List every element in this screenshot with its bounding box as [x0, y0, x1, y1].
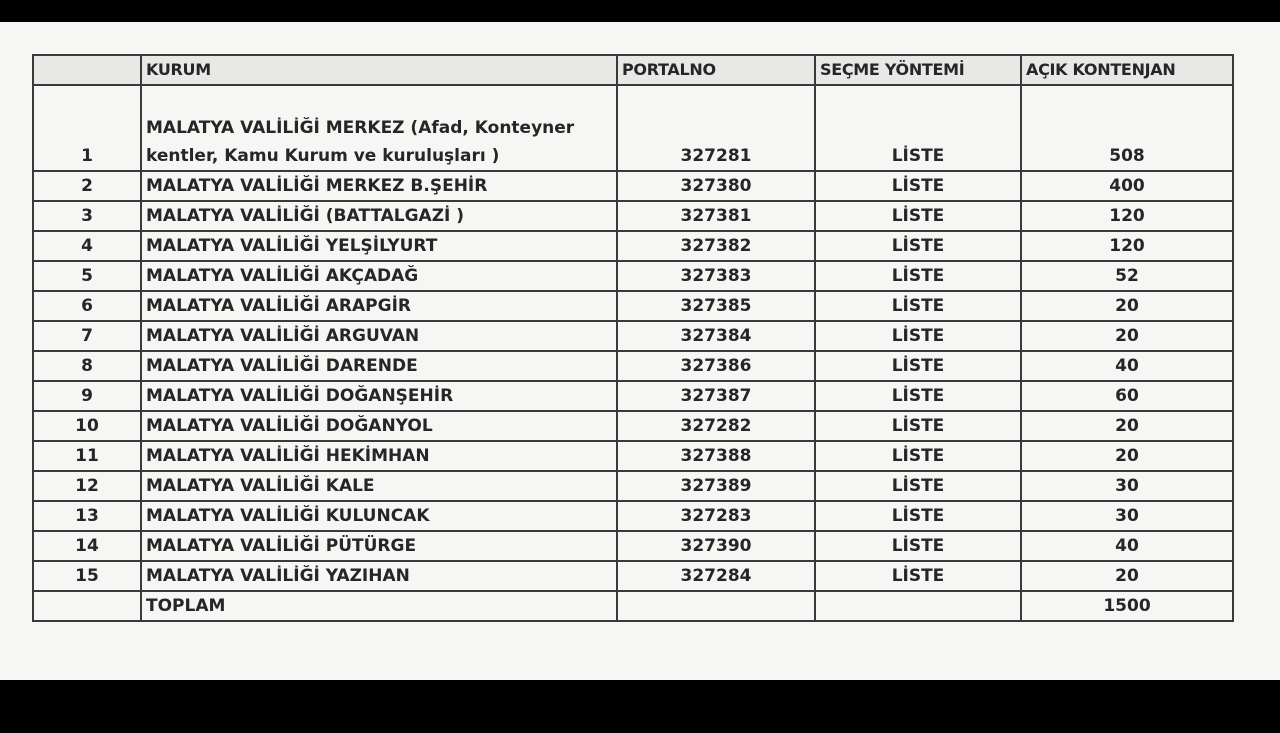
kontenjan-cell: 400 [1021, 171, 1233, 201]
table-row [33, 531, 1233, 561]
kontenjan-cell: 20 [1021, 291, 1233, 321]
total-label: TOPLAM [141, 591, 617, 621]
quota-table [32, 54, 1234, 622]
kurum-cell: MALATYA VALİLİĞİ MERKEZ B.ŞEHİR [141, 171, 617, 201]
portalno-cell: 327283 [617, 501, 815, 531]
secme-yontemi-cell: LİSTE [815, 85, 1021, 171]
kurum-cell: MALATYA VALİLİĞİ KALE [141, 471, 617, 501]
kontenjan-cell: 120 [1021, 231, 1233, 261]
kurum-cell: MALATYA VALİLİĞİ DARENDE [141, 351, 617, 381]
kurum-cell: MALATYA VALİLİĞİ PÜTÜRGE [141, 531, 617, 561]
secme-yontemi-cell: LİSTE [815, 261, 1021, 291]
portalno-cell: 327382 [617, 231, 815, 261]
secme-yontemi-cell: LİSTE [815, 171, 1021, 201]
kontenjan-cell: 40 [1021, 351, 1233, 381]
kurum-cell: MALATYA VALİLİĞİ AKÇADAĞ [141, 261, 617, 291]
kurum-cell: MALATYA VALİLİĞİ KULUNCAK [141, 501, 617, 531]
row-number: 2 [33, 171, 141, 201]
kurum-cell: MALATYA VALİLİĞİ DOĞANYOL [141, 411, 617, 441]
table-row [33, 171, 1233, 201]
secme-yontemi-cell: LİSTE [815, 231, 1021, 261]
table-row [33, 351, 1233, 381]
table-row [33, 441, 1233, 471]
kontenjan-cell: 40 [1021, 531, 1233, 561]
table-row [33, 471, 1233, 501]
total-quota: 1500 [1021, 591, 1233, 621]
portalno-cell: 327380 [617, 171, 815, 201]
portalno-cell: 327389 [617, 471, 815, 501]
kurum-cell: MALATYA VALİLİĞİ ARGUVAN [141, 321, 617, 351]
kurum-cell: MALATYA VALİLİĞİ MERKEZ (Afad, Konteyner kentler, Kamu Kurum ve kuruluşları ) [141, 85, 617, 171]
row-number: 13 [33, 501, 141, 531]
table-row [33, 291, 1233, 321]
portalno-cell: 327385 [617, 291, 815, 321]
row-number: 3 [33, 201, 141, 231]
header-kurum: KURUM [141, 55, 617, 85]
secme-yontemi-cell: LİSTE [815, 291, 1021, 321]
table-row [33, 201, 1233, 231]
kontenjan-cell: 20 [1021, 321, 1233, 351]
portalno-cell: 327387 [617, 381, 815, 411]
portalno-cell: 327384 [617, 321, 815, 351]
kontenjan-cell: 508 [1021, 85, 1233, 171]
header-portalno: PORTALNO [617, 55, 815, 85]
total-row [33, 591, 1233, 621]
row-number: 10 [33, 411, 141, 441]
portalno-cell: 327383 [617, 261, 815, 291]
secme-yontemi-cell: LİSTE [815, 531, 1021, 561]
table-row [33, 501, 1233, 531]
table-body [33, 85, 1233, 621]
kontenjan-cell: 30 [1021, 501, 1233, 531]
row-number: 1 [33, 85, 141, 171]
kontenjan-cell: 30 [1021, 471, 1233, 501]
total-empty-portal [617, 591, 815, 621]
portalno-cell: 327282 [617, 411, 815, 441]
secme-yontemi-cell: LİSTE [815, 411, 1021, 441]
total-empty-no [33, 591, 141, 621]
header-no [33, 55, 141, 85]
secme-yontemi-cell: LİSTE [815, 321, 1021, 351]
portalno-cell: 327281 [617, 85, 815, 171]
table-header-row [33, 55, 1233, 85]
kontenjan-cell: 20 [1021, 411, 1233, 441]
document-page [0, 22, 1280, 680]
portalno-cell: 327388 [617, 441, 815, 471]
row-number: 7 [33, 321, 141, 351]
kontenjan-cell: 20 [1021, 441, 1233, 471]
secme-yontemi-cell: LİSTE [815, 381, 1021, 411]
portalno-cell: 327381 [617, 201, 815, 231]
kurum-cell: MALATYA VALİLİĞİ YELŞİLYURT [141, 231, 617, 261]
kontenjan-cell: 120 [1021, 201, 1233, 231]
row-number: 12 [33, 471, 141, 501]
kontenjan-cell: 20 [1021, 561, 1233, 591]
kontenjan-cell: 60 [1021, 381, 1233, 411]
row-number: 8 [33, 351, 141, 381]
secme-yontemi-cell: LİSTE [815, 441, 1021, 471]
table-row [33, 85, 1233, 171]
portalno-cell: 327284 [617, 561, 815, 591]
table-row [33, 411, 1233, 441]
row-number: 14 [33, 531, 141, 561]
header-acik-kontenjan: AÇIK KONTENJAN [1021, 55, 1233, 85]
table-row [33, 381, 1233, 411]
table-row [33, 231, 1233, 261]
kurum-cell: MALATYA VALİLİĞİ (BATTALGAZİ ) [141, 201, 617, 231]
header-secme-yontemi: SEÇME YÖNTEMİ [815, 55, 1021, 85]
row-number: 6 [33, 291, 141, 321]
row-number: 5 [33, 261, 141, 291]
secme-yontemi-cell: LİSTE [815, 471, 1021, 501]
row-number: 4 [33, 231, 141, 261]
secme-yontemi-cell: LİSTE [815, 501, 1021, 531]
table-row [33, 561, 1233, 591]
table-row [33, 321, 1233, 351]
kontenjan-cell: 52 [1021, 261, 1233, 291]
kurum-cell: MALATYA VALİLİĞİ YAZIHAN [141, 561, 617, 591]
secme-yontemi-cell: LİSTE [815, 201, 1021, 231]
portalno-cell: 327386 [617, 351, 815, 381]
kurum-cell: MALATYA VALİLİĞİ ARAPGİR [141, 291, 617, 321]
secme-yontemi-cell: LİSTE [815, 351, 1021, 381]
secme-yontemi-cell: LİSTE [815, 561, 1021, 591]
portalno-cell: 327390 [617, 531, 815, 561]
table-row [33, 261, 1233, 291]
kurum-cell: MALATYA VALİLİĞİ HEKİMHAN [141, 441, 617, 471]
total-empty-method [815, 591, 1021, 621]
kurum-cell: MALATYA VALİLİĞİ DOĞANŞEHİR [141, 381, 617, 411]
row-number: 11 [33, 441, 141, 471]
row-number: 9 [33, 381, 141, 411]
row-number: 15 [33, 561, 141, 591]
